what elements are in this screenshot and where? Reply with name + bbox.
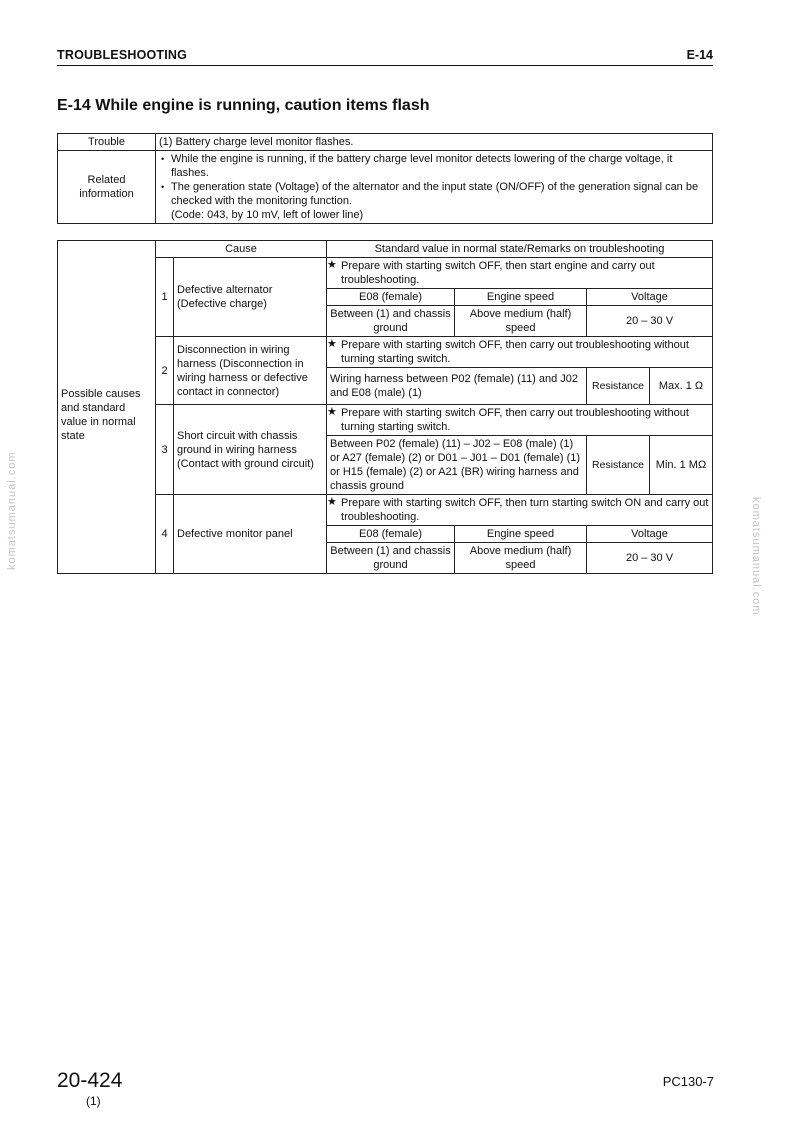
cause-3-value: Min. 1 MΩ — [650, 436, 713, 495]
cause-1-col-speed: Engine speed — [455, 289, 587, 306]
cause-3-description: Between P02 (female) (11) – J02 – E08 (male) (1) or A27 (female) (2) or D01 – J01 – D01 (female) (1) or H15 (female) (2) or A21 (BR) wiring harness and chassis ground — [327, 436, 587, 495]
cause-2-number: 2 — [156, 337, 174, 405]
related-content — [156, 151, 713, 224]
cause-4-number: 4 — [156, 495, 174, 574]
causes-header-row — [58, 241, 713, 258]
related-label: Related information — [58, 151, 156, 224]
related-bullet-2: • The generation state (Voltage) of the alternator and the input state (ON/OFF) of the generation signal can be checked with the monitoring function. — [159, 180, 709, 208]
cause-2-text: Disconnection in wiring harness (Disconnection in wiring harness or defective contact in connector) — [174, 337, 327, 405]
cause-1-point: Between (1) and chassis ground — [327, 306, 455, 337]
cause-4-col-voltage: Voltage — [587, 526, 713, 543]
cause-4-voltage: 20 – 30 V — [587, 543, 713, 574]
related-row — [58, 151, 713, 224]
cause-1-voltage: 20 – 30 V — [587, 306, 713, 337]
cause-1-col-connector: E08 (female) — [327, 289, 455, 306]
header-section-name: TROUBLESHOOTING — [57, 48, 188, 62]
cause-1-number: 1 — [156, 258, 174, 337]
cause-4-speed: Above medium (half) speed — [455, 543, 587, 574]
standard-header: Standard value in normal state/Remarks on troubleshooting — [327, 241, 713, 258]
related-bullet-1: • While the engine is running, if the battery charge level monitor detects lowering of the charge voltage, it flashes. — [159, 152, 709, 180]
causes-table — [57, 240, 713, 574]
machine-model: PC130-7 — [662, 1074, 714, 1089]
cause-3-prep-row — [58, 405, 713, 436]
cause-2-value: Max. 1 Ω — [650, 368, 713, 405]
cause-header: Cause — [156, 241, 327, 258]
section-title: E-14 While engine is running, caution items flash — [57, 97, 430, 114]
cause-1-prep: ★ Prepare with starting switch OFF, then start engine and carry out troubleshooting. — [327, 258, 713, 289]
cause-2-prep-row — [58, 337, 713, 368]
cause-1-prep-row — [58, 258, 713, 289]
trouble-row — [58, 134, 713, 151]
causes-side-label: Possible causes and standard value in normal state — [58, 241, 156, 574]
cause-4-text: Defective monitor panel — [174, 495, 327, 574]
cause-4-col-speed: Engine speed — [455, 526, 587, 543]
trouble-label: Trouble — [58, 134, 156, 151]
cause-2-prep: ★ Prepare with starting switch OFF, then carry out troubleshooting without turning starting switch. — [327, 337, 713, 368]
cause-2-measure: Resistance — [587, 368, 650, 405]
cause-3-measure: Resistance — [587, 436, 650, 495]
cause-4-point: Between (1) and chassis ground — [327, 543, 455, 574]
cause-4-col-connector: E08 (female) — [327, 526, 455, 543]
cause-1-col-voltage: Voltage — [587, 289, 713, 306]
cause-1-speed: Above medium (half) speed — [455, 306, 587, 337]
cause-3-number: 3 — [156, 405, 174, 495]
trouble-table — [57, 133, 713, 224]
watermark-right: komatsumanual.com — [750, 497, 762, 616]
header-code: E-14 — [686, 48, 713, 62]
cause-3-text: Short circuit with chassis ground in wiring harness (Contact with ground circuit) — [174, 405, 327, 495]
watermark-left: komatsumanual.com — [6, 451, 18, 570]
cause-1-text: Defective alternator (Defective charge) — [174, 258, 327, 337]
page-number: 20-424 — [57, 1069, 123, 1092]
related-note: (Code: 043, by 10 mV, left of lower line) — [171, 209, 364, 221]
cause-3-prep: ★ Prepare with starting switch OFF, then carry out troubleshooting without turning starting switch. — [327, 405, 713, 436]
cause-4-prep-row — [58, 495, 713, 526]
cause-2-description: Wiring harness between P02 (female) (11) and J02 and E08 (male) (1) — [327, 368, 587, 405]
trouble-text: (1) Battery charge level monitor flashes. — [156, 134, 713, 151]
header-rule — [57, 65, 713, 66]
page-revision: (1) — [86, 1094, 101, 1108]
cause-4-prep: ★ Prepare with starting switch OFF, then turn starting switch ON and carry out troubleshooting. — [327, 495, 713, 526]
